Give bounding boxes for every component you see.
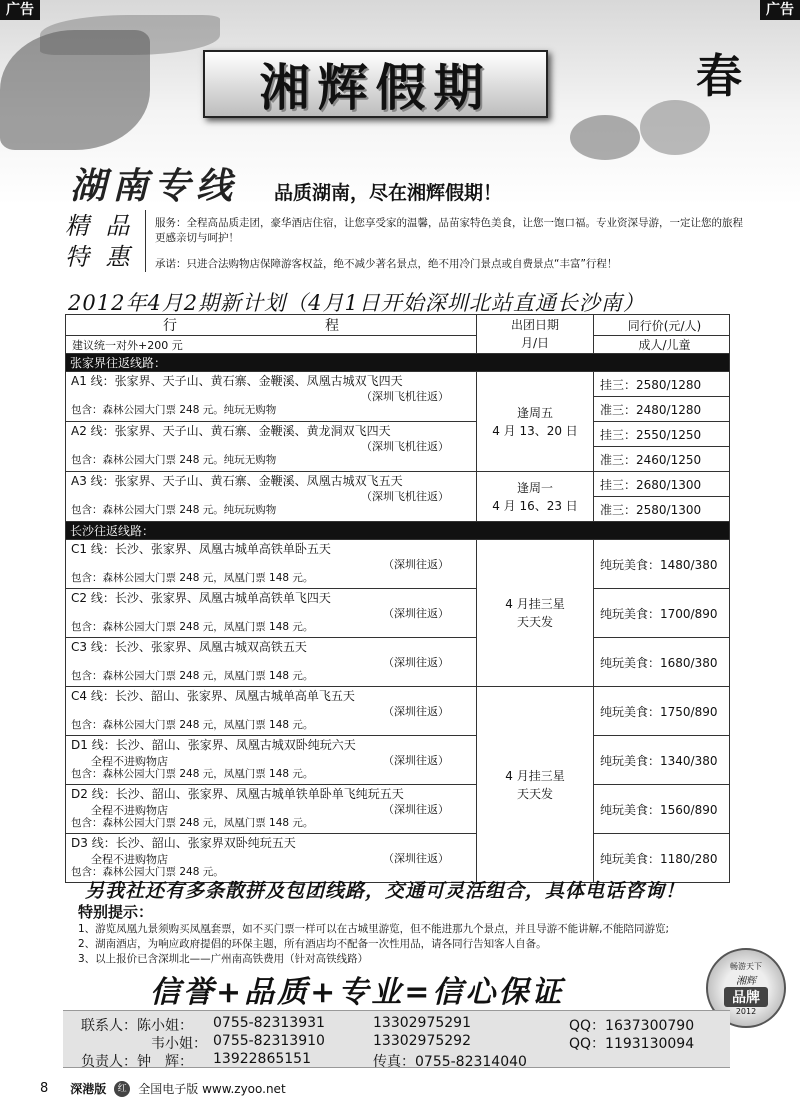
- route-d1: [66, 736, 477, 785]
- route-include: 包含：森林公园大门票 248 元。纯玩无购物: [71, 404, 277, 416]
- badge-main: 品牌: [724, 987, 768, 1007]
- contact-phone: 0755-82313931: [213, 1015, 325, 1031]
- route-a1: [66, 372, 477, 422]
- seal-char: 品: [105, 212, 130, 240]
- ink-buffalo: [640, 100, 710, 155]
- date-text: 逢周五: [516, 405, 553, 420]
- tip-item: 1、游览凤凰九景须购买凤凰套票，如不买门票一样可以在古城里游览，但不能进那九个景点，并且导游不能讲解,不能陪同游览;: [78, 923, 670, 935]
- route-include: 包含：森林公园大门票 248 元。纯玩玩购物: [71, 504, 277, 516]
- route-line: A3 线：张家界、天子山、黄石寨、金鞭溪、凤凰古城双飞五天: [71, 474, 403, 488]
- route-c2: [66, 589, 477, 638]
- col-price-sub: 成人/儿童: [594, 336, 730, 354]
- tip-item: 2、湖南酒店，为响应政府提倡的环保主题，所有酒店均不配备一次性用品，请各同行告知客人自备。: [78, 938, 547, 950]
- contact-label: 联系人：陈小姐：: [81, 1018, 193, 1034]
- col-note: 建议统一对外+200 元: [66, 336, 477, 354]
- price-cell: 纯玩美食：1750/890: [594, 687, 730, 736]
- route-c3: [66, 638, 477, 687]
- route-line: A2 线：张家界、天子山、黄石寨、金鞭溪、黄龙洞双飞四天: [71, 424, 391, 438]
- red-seal-icon: 红: [114, 1081, 130, 1097]
- route-note: 全程不进购物店: [91, 804, 168, 817]
- section-changsha: 长沙往返线路：: [66, 522, 730, 540]
- seal-char: 特: [65, 243, 89, 271]
- route-tag: （深圳飞机往返）: [361, 440, 449, 453]
- route-line: D1 线：长沙、韶山、张家界、凤凰古城双卧纯玩六天: [71, 738, 356, 752]
- price-cell: 纯玩美食：1340/380: [594, 736, 730, 785]
- route-tag: （深圳往返）: [383, 558, 449, 571]
- ad-tag-left: 广告: [0, 0, 40, 20]
- route-note: 全程不进购物店: [91, 755, 168, 768]
- page-number: 8: [40, 1081, 49, 1096]
- header-banner: [0, 0, 800, 205]
- plan-title: 2012年4月2期新计划（4月1日开始深圳北站直通长沙南）: [68, 291, 645, 315]
- brand-title-box: [203, 50, 548, 118]
- price-cell: 挂三：2580/1280: [594, 372, 730, 397]
- route-line: C1 线：长沙、张家界、凤凰古城单高铁单卧五天: [71, 542, 331, 556]
- route-line: C3 线：长沙、张家界、凤凰古城双高铁五天: [71, 640, 307, 654]
- route-include: 包含：森林公园大门票 248 元。: [71, 866, 224, 878]
- route-d2: [66, 785, 477, 834]
- promise-text: 承诺：只进合法购物店保障游客权益，绝不减少著名景点，绝不用冷门景点或自费景点“丰富”行程！: [155, 258, 618, 270]
- date-cell: [477, 472, 594, 522]
- badge-top: 畅游天下: [730, 961, 762, 971]
- route-a3: [66, 472, 477, 522]
- date-cell: [477, 687, 594, 883]
- price-cell: 纯玩美食：1180/280: [594, 834, 730, 883]
- date-text: 天天发: [516, 615, 553, 629]
- seal-char: 惠: [105, 243, 130, 271]
- itinerary-table: [65, 314, 730, 883]
- date-text: 逢周一: [516, 480, 553, 495]
- contact-qq: QQ：1193130094: [569, 1036, 695, 1052]
- badge-mid: 湘辉: [736, 975, 756, 987]
- seal-characters: [65, 212, 140, 272]
- date-text: 4 月 16、23 日: [492, 498, 578, 513]
- route-include: 包含：森林公园大门票 248 元，凤凰门票 148 元。: [71, 768, 314, 780]
- ink-figure: [570, 115, 640, 160]
- calligraphy-title: 湖南专线: [70, 165, 239, 205]
- service-text: 服务：全程高品质走团，豪华酒店住宿，让您享受家的温馨，品苗家特色美食，让您一饱口福。专业资深导游，一定让您的旅程更感亲切与呵护！: [155, 217, 743, 244]
- route-tag: （深圳飞机往返）: [361, 490, 449, 503]
- price-cell: 纯玩美食：1680/380: [594, 638, 730, 687]
- date-text: 天天发: [516, 786, 553, 801]
- seal-char: 精: [65, 212, 89, 240]
- brand-title: 湘辉假期: [259, 59, 492, 117]
- price-cell: 挂三：2680/1300: [594, 472, 730, 497]
- contact-label: 韦小姐：: [151, 1036, 207, 1052]
- tips-title: 特别提示：: [78, 903, 154, 921]
- price-cell: 纯玩美食：1480/380: [594, 540, 730, 589]
- price-cell: 纯玩美食：1560/890: [594, 785, 730, 834]
- route-tag: （深圳往返）: [383, 803, 449, 816]
- contact-qq: QQ：1637300790: [569, 1018, 695, 1034]
- col-date-sub: 月/日: [520, 336, 550, 350]
- route-include: 包含：森林公园大门票 248 元，凤凰门票 148 元。: [71, 817, 314, 829]
- ink-branch: [40, 15, 220, 55]
- badge-year: 2012: [735, 1006, 757, 1016]
- contact-mobile: 13302975292: [373, 1033, 471, 1049]
- price-cell: 准三：2460/1250: [594, 447, 730, 472]
- route-line: D3 线：长沙、韶山、张家界双卧纯玩五天: [71, 836, 296, 850]
- tip-item: 3、以上报价已含深圳北——广州南高铁费用（针对高铁线路）: [78, 953, 369, 965]
- season-char: 春: [696, 49, 742, 103]
- date-text: 4 月挂三星: [505, 597, 565, 611]
- date-text: 4 月 13、20 日: [492, 423, 578, 438]
- route-tag: （深圳往返）: [383, 607, 449, 620]
- route-include: 包含：森林公园大门票 248 元，凤凰门票 148 元。: [71, 572, 314, 584]
- route-include: 包含：森林公园大门票 248 元，凤凰门票 148 元。: [71, 621, 314, 633]
- date-cell: [477, 372, 594, 472]
- col-date-label: 出团日期: [510, 318, 559, 332]
- col-date: [477, 315, 594, 354]
- route-note: 全程不进购物店: [91, 853, 168, 866]
- route-line: C2 线：长沙、张家界、凤凰古城单高铁单飞四天: [71, 591, 331, 605]
- date-text: 4 月挂三星: [505, 768, 565, 783]
- route-include: 包含：森林公园大门票 248 元。纯玩无购物: [71, 454, 277, 466]
- route-a2: [66, 422, 477, 472]
- route-line: C4 线：长沙、韶山、张家界、凤凰古城单高单飞五天: [71, 689, 355, 703]
- date-cell: [477, 540, 594, 687]
- site-link[interactable]: 全国电子版 www.zyoo.net: [138, 1082, 286, 1096]
- contact-panel: [63, 1010, 730, 1068]
- route-line: A1 线：张家界、天子山、黄石寨、金鞭溪、凤凰古城双飞四天: [71, 374, 403, 388]
- slogan: 品质湖南，尽在湘辉假期！: [274, 182, 503, 204]
- divider: [145, 210, 146, 272]
- route-tag: （深圳往返）: [383, 705, 449, 718]
- route-c1: [66, 540, 477, 589]
- col-route: 行 程: [66, 315, 477, 336]
- contact-mobile: 13302975291: [373, 1015, 471, 1031]
- edition: 深港版: [70, 1082, 107, 1096]
- route-c4: [66, 687, 477, 736]
- route-tag: （深圳往返）: [383, 754, 449, 767]
- manager-mobile: 13922865151: [213, 1051, 311, 1067]
- price-cell: 挂三：2550/1250: [594, 422, 730, 447]
- route-include: 包含：森林公园大门票 248 元，凤凰门票 148 元。: [71, 670, 314, 682]
- col-price: 同行价(元/人): [594, 315, 730, 336]
- route-tag: （深圳飞机往返）: [361, 390, 449, 403]
- more-routes-note: 另我社还有多条散拼及包团线路，交通可灵活组合，具体电话咨询！: [85, 880, 686, 902]
- manager-label: 负责人：钟 辉：: [81, 1054, 193, 1070]
- ad-tag-right: 广告: [760, 0, 800, 20]
- route-tag: （深圳往返）: [383, 656, 449, 669]
- contact-phone: 0755-82313910: [213, 1033, 325, 1049]
- footer: [40, 1080, 286, 1097]
- price-cell: 纯玩美食：1700/890: [594, 589, 730, 638]
- motto: 信誉+品质+专业=信心保证: [150, 975, 565, 1010]
- route-include: 包含：森林公园大门票 248 元，凤凰门票 148 元。: [71, 719, 314, 731]
- route-line: D2 线：长沙、韶山、张家界、凤凰古城单铁单卧单飞纯玩五天: [71, 787, 404, 801]
- section-zhangjiajie: 张家界往返线路：: [66, 354, 730, 372]
- price-cell: 准三：2580/1300: [594, 497, 730, 522]
- fax: 传真：0755-82314040: [373, 1054, 527, 1070]
- route-tag: （深圳往返）: [383, 852, 449, 865]
- price-cell: 准三：2480/1280: [594, 397, 730, 422]
